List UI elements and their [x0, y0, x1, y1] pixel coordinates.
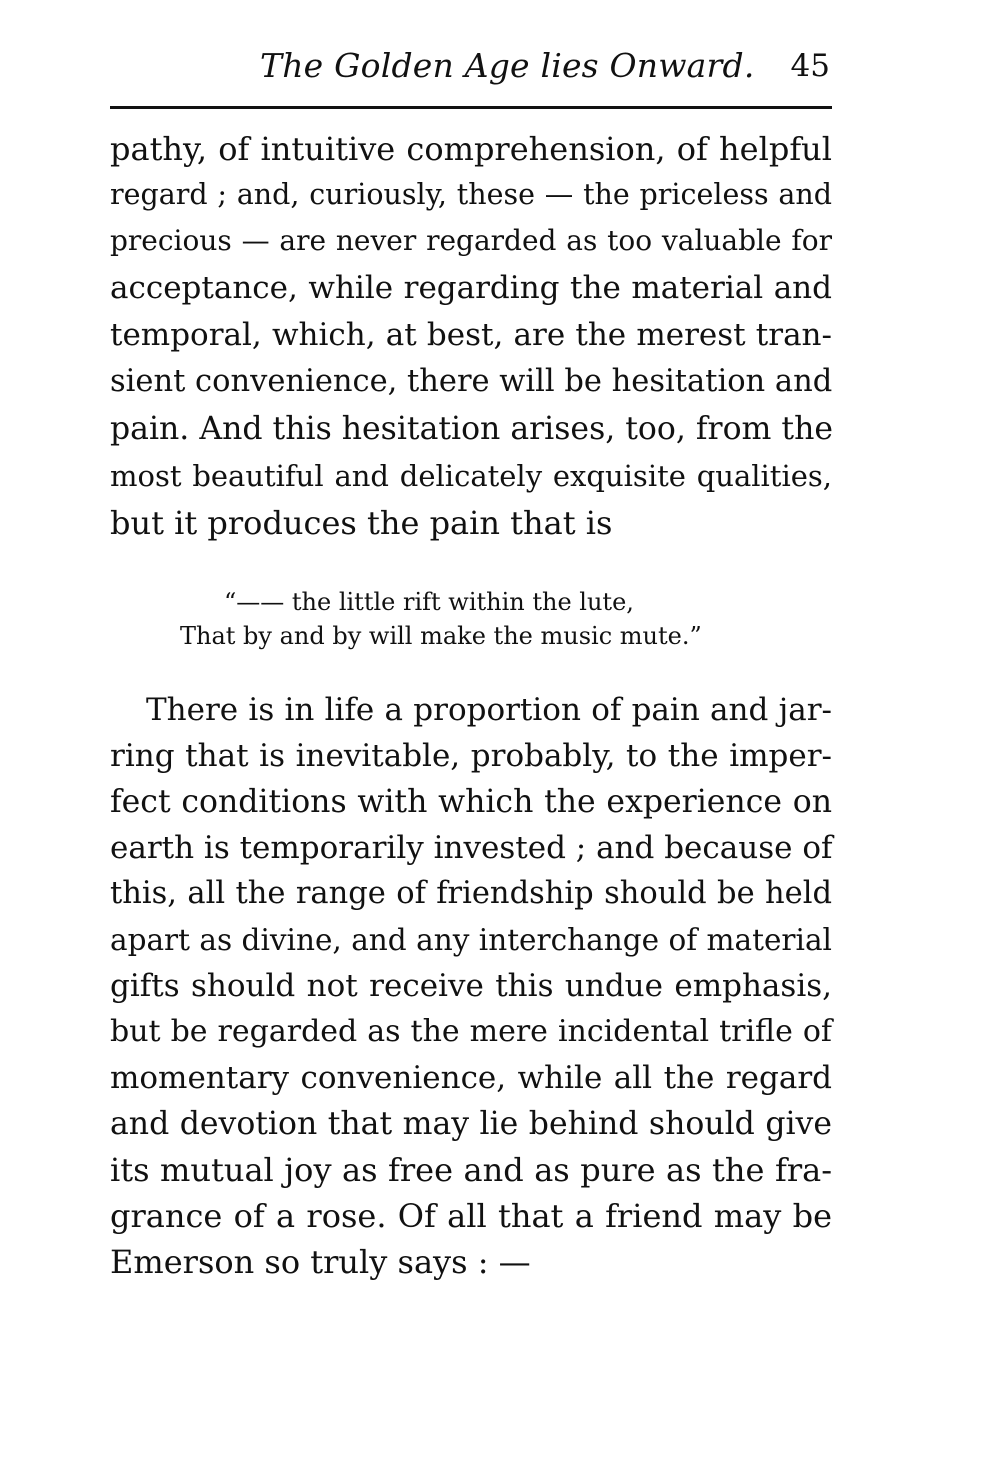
- text-line: but it produces the pain that is: [110, 504, 613, 542]
- text-line: gifts should not receive this undue emphasis,: [110, 968, 832, 1004]
- text-line: and devotion that may lie behind should give: [110, 1106, 832, 1142]
- text-line: momentary convenience, while all the regard: [110, 1060, 832, 1096]
- text-line: pathy, of intuitive comprehension, of helpful: [110, 130, 832, 168]
- text-line: There is in life a proportion of pain and jar-: [146, 692, 832, 728]
- text-line: apart as divine, and any interchange of material: [110, 923, 832, 957]
- text-line: acceptance, while regarding the material and: [110, 270, 832, 306]
- quotation-line: That by and by will make the music mute.”: [180, 622, 702, 650]
- text-line: ring that is inevitable, probably, to the imper-: [110, 738, 832, 774]
- text-line: earth is temporarily invested ; and because of: [110, 830, 833, 866]
- text-line: precious — are never regarded as too valuable for: [110, 224, 832, 257]
- text-line: grance of a rose. Of all that a friend may be: [110, 1197, 832, 1235]
- quotation-line: “—— the little rift within the lute,: [224, 588, 634, 616]
- header-rule: [110, 106, 832, 109]
- text-line: sient convenience, there will be hesitation and: [110, 364, 833, 399]
- text-line: but be regarded as the mere incidental trifle of: [110, 1014, 832, 1049]
- running-head: [110, 40, 832, 92]
- text-line: regard ; and, curiously, these — the priceless and: [110, 178, 832, 211]
- text-line: temporal, which, at best, are the merest tran-: [110, 317, 832, 353]
- text-line: most beautiful and delicately exquisite qualities,: [110, 459, 832, 493]
- text-line: its mutual joy as free and as pure as the fra-: [110, 1151, 832, 1189]
- text-line: Emerson so truly says : —: [110, 1243, 531, 1281]
- text-line: this, all the range of friendship should be held: [110, 876, 832, 911]
- running-title: The Golden Age lies Onward.: [260, 46, 755, 85]
- text-line: fect conditions with which the experience on: [110, 784, 832, 820]
- text-line: pain. And this hesitation arises, too, from the: [110, 411, 834, 447]
- page-number: 45: [790, 48, 830, 84]
